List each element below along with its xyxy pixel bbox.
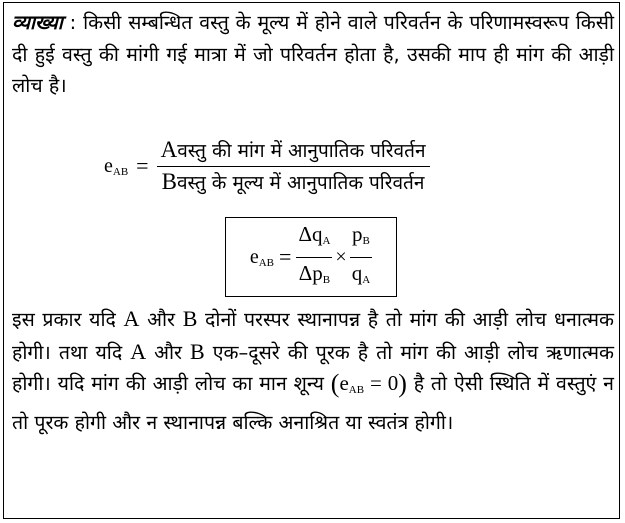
definition-paragraph (12, 7, 614, 102)
boxed-formula (225, 217, 397, 297)
times-sign: × (335, 245, 347, 268)
formula2-equals: = (279, 244, 292, 269)
formula1-denominator: Bवस्तु के मूल्य में आनुपातिक परिवर्तन (161, 168, 425, 194)
cross-elasticity-formula (104, 131, 430, 201)
definition-colon: : (62, 11, 84, 34)
formula1-equals: = (136, 153, 149, 178)
inline-zero-elasticity: $(e_{AB} = 0)$ (330, 369, 407, 398)
formula2-lhs: $e_{AB}$ (249, 245, 275, 269)
formula1-fraction (157, 135, 430, 198)
goods-b: B (190, 338, 205, 364)
explanation-paragraph: इस प्रकार यदि A और B दोनों परस्पर स्थानापन्न है तो मांग की आड़ी लोच धनात्मक होगी। तथा यदि A और B एक–दूसरे की पूरक है तो मांग की आड़ी लोच ऋणात्मक होगी। यदि मांग की आड़ी लोच का मान शून्य $(e_{AB} = 0)$ है तो ऐसी स्थिति में वस्तुएं न तो पूरक होगी और न स्थानापन्न बल्कि अनाश्रित या स्वतंत्र होगी। (12, 306, 615, 434)
goods-a: A (130, 338, 147, 364)
formula2-fraction-2: $\frac{p_B}{q_A}$ (350, 219, 372, 296)
formula2-fraction-1: $\frac{\Delta q_A}{\Delta p_B}$ (296, 219, 332, 296)
content-box (3, 2, 620, 519)
goods-b: B (182, 306, 198, 331)
formula1-lhs: $e_{AB}$ (104, 154, 129, 178)
definition-text: किसी सम्बन्धित वस्तु के मूल्य में होने वाले परिवर्तन के परिणामस्वरूप किसी दी हुई वस्तु की मांगी गई मात्रा में जो परिवर्तन होता है, उसकी माप ही मांग की आड़ी लोच है। (12, 11, 615, 97)
formula1-numerator: Aवस्तु की मांग में आनुपातिक परिवर्तन (157, 135, 430, 167)
definition-term: व्याख्या (12, 11, 63, 34)
goods-a: A (123, 306, 140, 331)
